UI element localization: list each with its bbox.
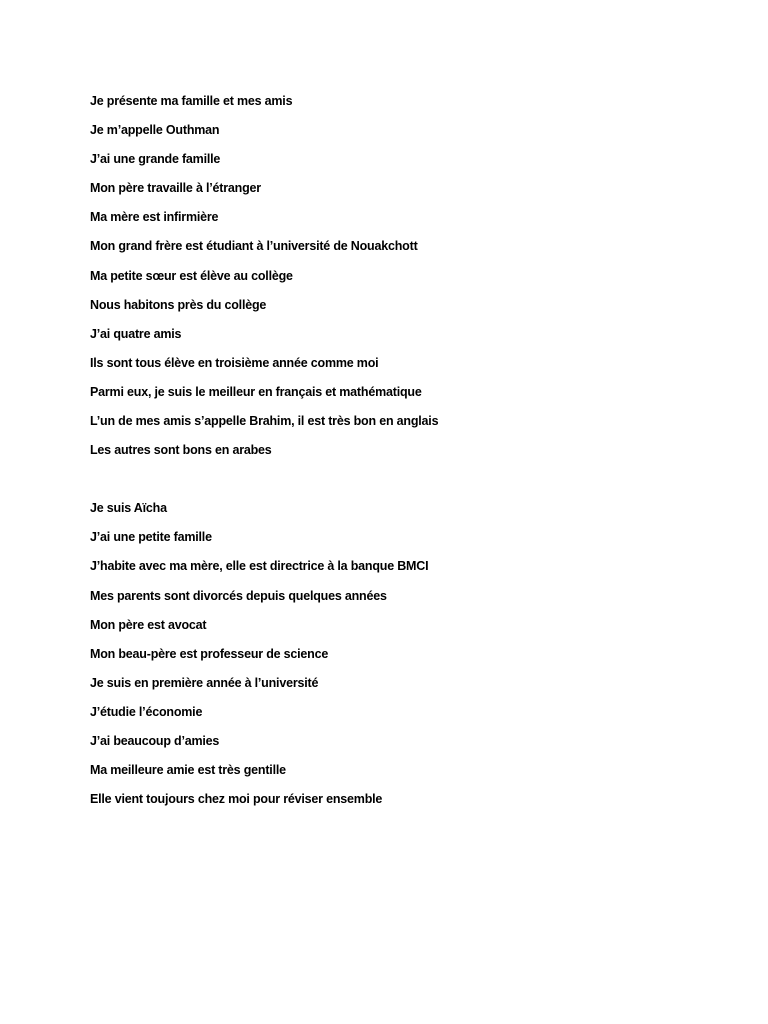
text-line: Nous habitons près du collège bbox=[90, 297, 267, 312]
text-line: J’ai une grande famille bbox=[90, 152, 221, 167]
text-line: Mes parents sont divorcés depuis quelques années bbox=[90, 588, 387, 603]
text-line: Je suis Aïcha bbox=[90, 501, 167, 516]
text-line: Je présente ma famille et mes amis bbox=[90, 94, 293, 108]
text-line: Les autres sont bons en arabes bbox=[90, 443, 272, 458]
text-line: Mon père est avocat bbox=[90, 617, 207, 632]
document-body bbox=[90, 91, 730, 818]
text-line: J’ai beaucoup d’amies bbox=[90, 733, 220, 748]
text-line: J’ai une petite famille bbox=[90, 530, 212, 545]
text-line: Ma meilleure amie est très gentille bbox=[90, 763, 286, 778]
text-line: J’étudie l’économie bbox=[90, 704, 203, 719]
paragraph-outhman bbox=[90, 91, 730, 469]
text-line: Je m’appelle Outhman bbox=[90, 123, 220, 138]
text-line: Mon grand frère est étudiant à l’université de Nouakchott bbox=[90, 239, 418, 254]
text-line: Mon beau-père est professeur de science bbox=[90, 646, 329, 661]
text-line: J’habite avec ma mère, elle est directrice à la banque BMCI bbox=[90, 559, 429, 574]
text-line: L’un de mes amis s’appelle Brahim, il est très bon en anglais bbox=[90, 414, 439, 429]
text-line: Mon père travaille à l’étranger bbox=[90, 181, 261, 196]
text-line: Je suis en première année à l’université bbox=[90, 675, 319, 690]
text-line: Ils sont tous élève en troisième année comme moi bbox=[90, 355, 379, 370]
text-line: Ma mère est infirmière bbox=[90, 210, 219, 225]
text-line: Elle vient toujours chez moi pour réviser ensemble bbox=[90, 792, 383, 807]
text-line: Parmi eux, je suis le meilleur en français et mathématique bbox=[90, 384, 422, 399]
paragraph-aicha bbox=[90, 498, 730, 818]
text-line: J’ai quatre amis bbox=[90, 326, 182, 341]
text-line: Ma petite sœur est élève au collège bbox=[90, 268, 293, 283]
